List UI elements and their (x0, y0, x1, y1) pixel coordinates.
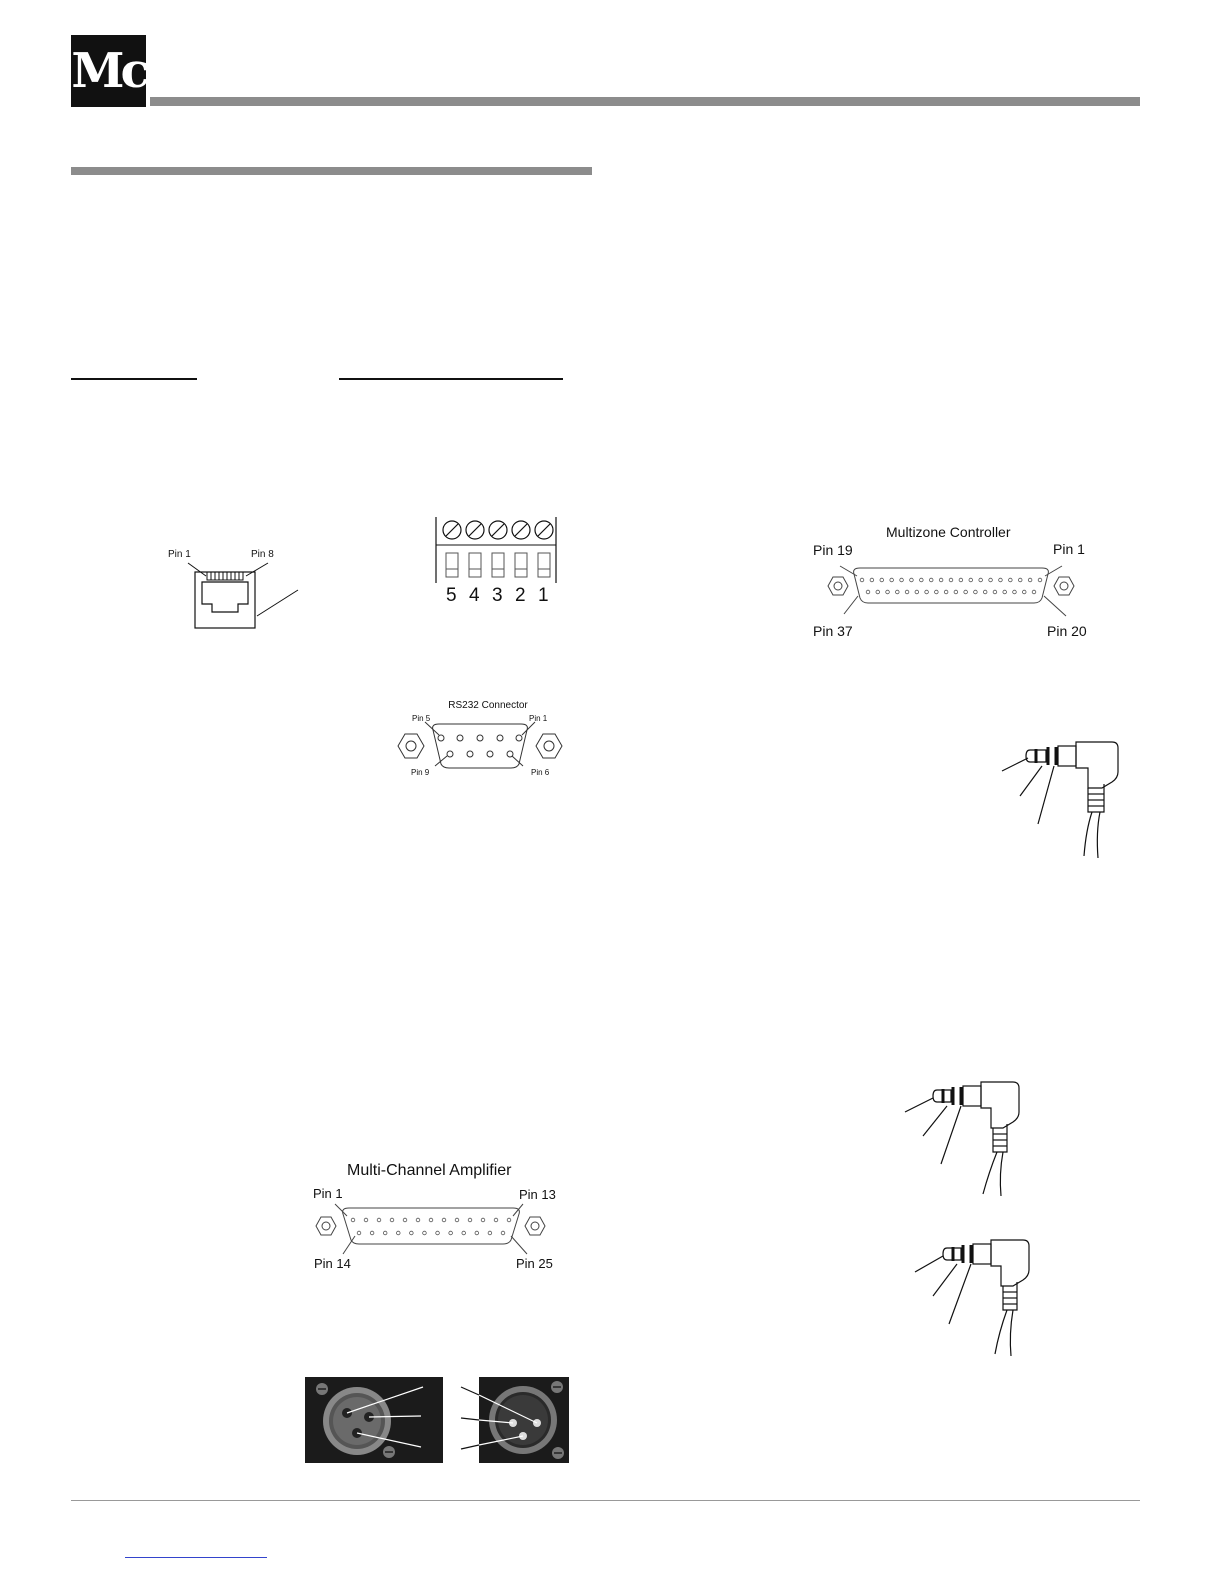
connector-pin (442, 1218, 446, 1222)
connector-pin (876, 590, 880, 594)
connector-pin (880, 578, 884, 582)
connector-pin (900, 578, 904, 582)
terminal-number-2: 2 (515, 585, 526, 606)
column-heading-underline-right (339, 378, 563, 380)
connector-pin (910, 578, 914, 582)
connector-pin (410, 1231, 414, 1235)
amplifier-pin1-label: Pin 1 (313, 1186, 343, 1201)
connector-pin (969, 578, 973, 582)
footer-link-underline[interactable] (125, 1557, 267, 1558)
connector-pin (929, 578, 933, 582)
db9-connector-icon (395, 722, 565, 770)
rs232-title: RS232 Connector (448, 700, 528, 711)
connector-pin (915, 590, 919, 594)
amplifier-pin25-label: Pin 25 (516, 1256, 553, 1271)
connector-pin (979, 578, 983, 582)
connector-pin (364, 1218, 368, 1222)
xlr-female-icon (305, 1377, 443, 1463)
connector-pin (481, 1218, 485, 1222)
rj45-pin8-label: Pin 8 (251, 549, 274, 560)
terminal-number-4: 4 (469, 585, 480, 606)
connector-pin (890, 578, 894, 582)
connector-pin (357, 1231, 361, 1235)
connector-pin (949, 578, 953, 582)
logo-text: Mc (71, 43, 146, 99)
connector-pin (959, 578, 963, 582)
connector-pin (1032, 590, 1036, 594)
connector-pin (1009, 578, 1013, 582)
connector-pin (462, 1231, 466, 1235)
connector-pin (925, 590, 929, 594)
terminal-number-3: 3 (492, 585, 503, 606)
rs232-pin1-label: Pin 1 (529, 714, 548, 723)
connector-pin (954, 590, 958, 594)
xlr-male-icon (461, 1377, 569, 1463)
terminal-number-1: 1 (538, 585, 549, 606)
connector-pin (468, 1218, 472, 1222)
multizone-pin1-label: Pin 1 (1053, 541, 1085, 557)
connector-pin (1022, 590, 1026, 594)
connector-pin (993, 590, 997, 594)
connector-pin (920, 578, 924, 582)
connector-pin (1028, 578, 1032, 582)
mini-plug-icon (1000, 738, 1125, 858)
connector-pin (860, 578, 864, 582)
connector-pin (403, 1218, 407, 1222)
connector-pin (416, 1218, 420, 1222)
amplifier-title: Multi-Channel Amplifier (347, 1162, 512, 1179)
multizone-title: Multizone Controller (886, 524, 1011, 540)
db37-connector-icon (826, 566, 1076, 616)
mini-plug-icon (903, 1082, 1028, 1197)
rj45-pin1-label: Pin 1 (168, 549, 191, 560)
connector-pin (1013, 590, 1017, 594)
connector-pin (1038, 578, 1042, 582)
connector-pin (507, 1218, 511, 1222)
connector-pin (935, 590, 939, 594)
connector-pin (939, 578, 943, 582)
connector-pin (377, 1218, 381, 1222)
multizone-pin19-label: Pin 19 (813, 542, 853, 558)
connector-pin (390, 1218, 394, 1222)
connector-pin (983, 590, 987, 594)
connector-pin (944, 590, 948, 594)
connector-pin (989, 578, 993, 582)
connector-pin (870, 578, 874, 582)
connector-pin (436, 1231, 440, 1235)
rs232-pin9-label: Pin 9 (411, 768, 430, 777)
section-rule (71, 167, 592, 175)
amplifier-pin13-label: Pin 13 (519, 1187, 556, 1202)
db25-connector-icon (313, 1204, 548, 1256)
rs232-pin6-label: Pin 6 (531, 768, 550, 777)
connector-pin (964, 590, 968, 594)
column-heading-underline-left (71, 378, 197, 380)
connector-pin (494, 1218, 498, 1222)
amplifier-pin14-label: Pin 14 (314, 1256, 351, 1271)
rs232-pin5-label: Pin 5 (412, 714, 431, 723)
mini-plug-icon (913, 1240, 1038, 1358)
connector-pin (455, 1218, 459, 1222)
connector-pin (488, 1231, 492, 1235)
connector-pin (396, 1231, 400, 1235)
connector-pin (905, 590, 909, 594)
connector-pin (383, 1231, 387, 1235)
connector-pin (895, 590, 899, 594)
connector-pin (999, 578, 1003, 582)
terminal-number-5: 5 (446, 585, 457, 606)
connector-pin (974, 590, 978, 594)
connector-pin (1018, 578, 1022, 582)
rj45-jack-icon (180, 560, 305, 630)
connector-pin (1003, 590, 1007, 594)
connector-pin (370, 1231, 374, 1235)
connector-pin (866, 590, 870, 594)
brand-logo (71, 35, 146, 107)
terminal-block-icon (436, 515, 561, 585)
connector-pin (429, 1218, 433, 1222)
connector-pin (351, 1218, 355, 1222)
multizone-pin20-label: Pin 20 (1047, 623, 1087, 639)
header-rule (150, 97, 1140, 106)
connector-pin (449, 1231, 453, 1235)
connector-pin (475, 1231, 479, 1235)
footer-rule (71, 1500, 1140, 1501)
connector-pin (423, 1231, 427, 1235)
multizone-pin37-label: Pin 37 (813, 623, 853, 639)
connector-pin (886, 590, 890, 594)
terminal-numbers (436, 585, 561, 607)
connector-pin (501, 1231, 505, 1235)
